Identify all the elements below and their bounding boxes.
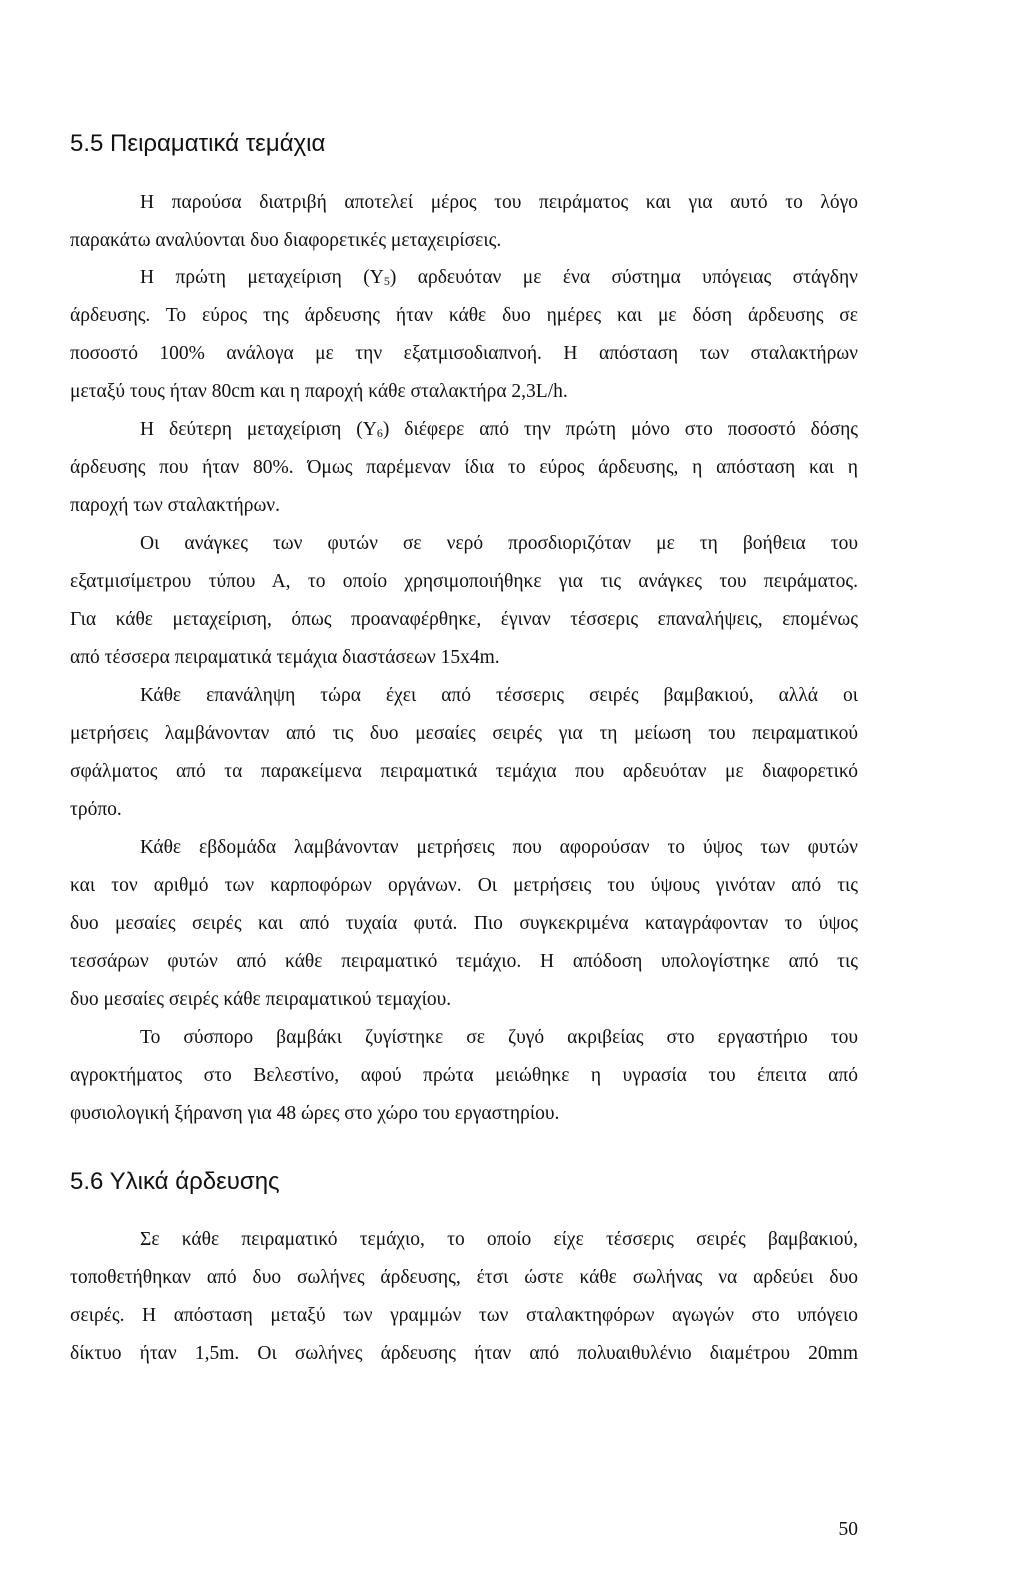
paragraph-line: παροχή των σταλακτήρων. [70,495,280,516]
paragraph-line: παρακάτω αναλύονται δυο διαφορετικές μεταχειρίσεις. [70,230,502,251]
paragraph-line: Για κάθε μεταχείριση, όπως προαναφέρθηκε, έγιναν τέσσερις επαναλήψεις, επομένως [70,609,858,630]
paragraph-line: τρόπο. [70,799,122,820]
paragraph-line: φυσιολογική ξήρανση για 48 ώρες στο χώρο του εργαστηρίου. [70,1103,560,1124]
paragraph-line: Σε κάθε πειραματικό τεμάχιο, το οποίο είχε τέσσερις σειρές βαμβακιού, [140,1229,858,1250]
paragraph-line: άρδευσης. Το εύρος της άρδευσης ήταν κάθε δυο ημέρες και με δόση άρδευσης σε [70,305,858,326]
paragraph-line: μετρήσεις λαμβάνονταν από τις δυο μεσαίες σειρές για τη μείωση του πειραματικού [70,723,858,744]
paragraph-line: αγροκτήματος στο Βελεστίνο, αφού πρώτα μειώθηκε η υγρασία του έπειτα από [70,1065,858,1086]
paragraph-line: δυο μεσαίες σειρές και από τυχαία φυτά. Πιο συγκεκριμένα καταγράφονταν το ύψος [70,913,858,934]
section-heading-5-6: 5.6 Υλικά άρδευσης [70,1168,280,1195]
paragraph-line: δυο μεσαίες σειρές κάθε πειραματικού τεμαχίου. [70,989,452,1010]
paragraph-line: Κάθε επανάληψη τώρα έχει από τέσσερις σειρές βαμβακιού, αλλά οι [140,685,858,706]
paragraph-line: εξατμισίμετρου τύπου Α, το οποίο χρησιμοποιήθηκε για τις ανάγκες του πειράματος. [70,571,858,592]
paragraph-line: από τέσσερα πειραματικά τεμάχια διαστάσεων 15x4m. [70,647,500,668]
paragraph-line: τοποθετήθηκαν από δυο σωλήνες άρδευσης, έτσι ώστε κάθε σωλήνας να αρδεύει δυο [70,1267,858,1288]
paragraph-line: Η παρούσα διατριβή αποτελεί μέρος του πειράματος και για αυτό το λόγο [140,192,858,213]
paragraph-line: σφάλματος από τα παρακείμενα πειραματικά τεμάχια που αρδευόταν με διαφορετικό [70,761,858,782]
paragraph-line: Κάθε εβδομάδα λαμβάνονταν μετρήσεις που αφορούσαν το ύψος των φυτών [140,837,858,858]
paragraph-line: τεσσάρων φυτών από κάθε πειραματικό τεμάχιο. Η απόδοση υπολογίστηκε από τις [70,951,858,972]
paragraph-line: Η πρώτη μεταχείριση $(Y_5)$ αρδευόταν με ένα σύστημα υπόγειας στάγδην [140,267,858,288]
paragraph-line: δίκτυο ήταν 1,5m. Οι σωλήνες άρδευσης ήταν από πολυαιθυλένιο διαμέτρου 20mm [70,1343,858,1364]
paragraph-line: Το σύσπορο βαμβάκι ζυγίστηκε σε ζυγό ακριβείας στο εργαστήριο του [140,1027,858,1048]
paragraph-line: και τον αριθμό των καρποφόρων οργάνων. Οι μετρήσεις του ύψους γινόταν από τις [70,875,858,896]
paragraph-line: σειρές. Η απόσταση μεταξύ των γραμμών των σταλακτηφόρων αγωγών στο υπόγειο [70,1305,858,1326]
paragraph-line: ποσοστό 100% ανάλογα με την εξατμισοδιαπνοή. Η απόσταση των σταλακτήρων [70,343,858,364]
paragraph-line: μεταξύ τους ήταν 80cm και η παροχή κάθε σταλακτήρα 2,3L/h. [70,381,568,402]
paragraph-line: Η δεύτερη μεταχείριση $(Y_6)$ διέφερε από την πρώτη μόνο στο ποσοστό δόσης [140,419,858,440]
section-heading-5-5: 5.5 Πειραματικά τεμάχια [70,130,326,157]
page-number: 50 [838,1519,858,1540]
paragraph-line: άρδευσης που ήταν 80%. Όμως παρέμεναν ίδια το εύρος άρδευσης, η απόσταση και η [70,457,858,478]
paragraph-line: Οι ανάγκες των φυτών σε νερό προσδιοριζόταν με τη βοήθεια του [140,533,858,554]
